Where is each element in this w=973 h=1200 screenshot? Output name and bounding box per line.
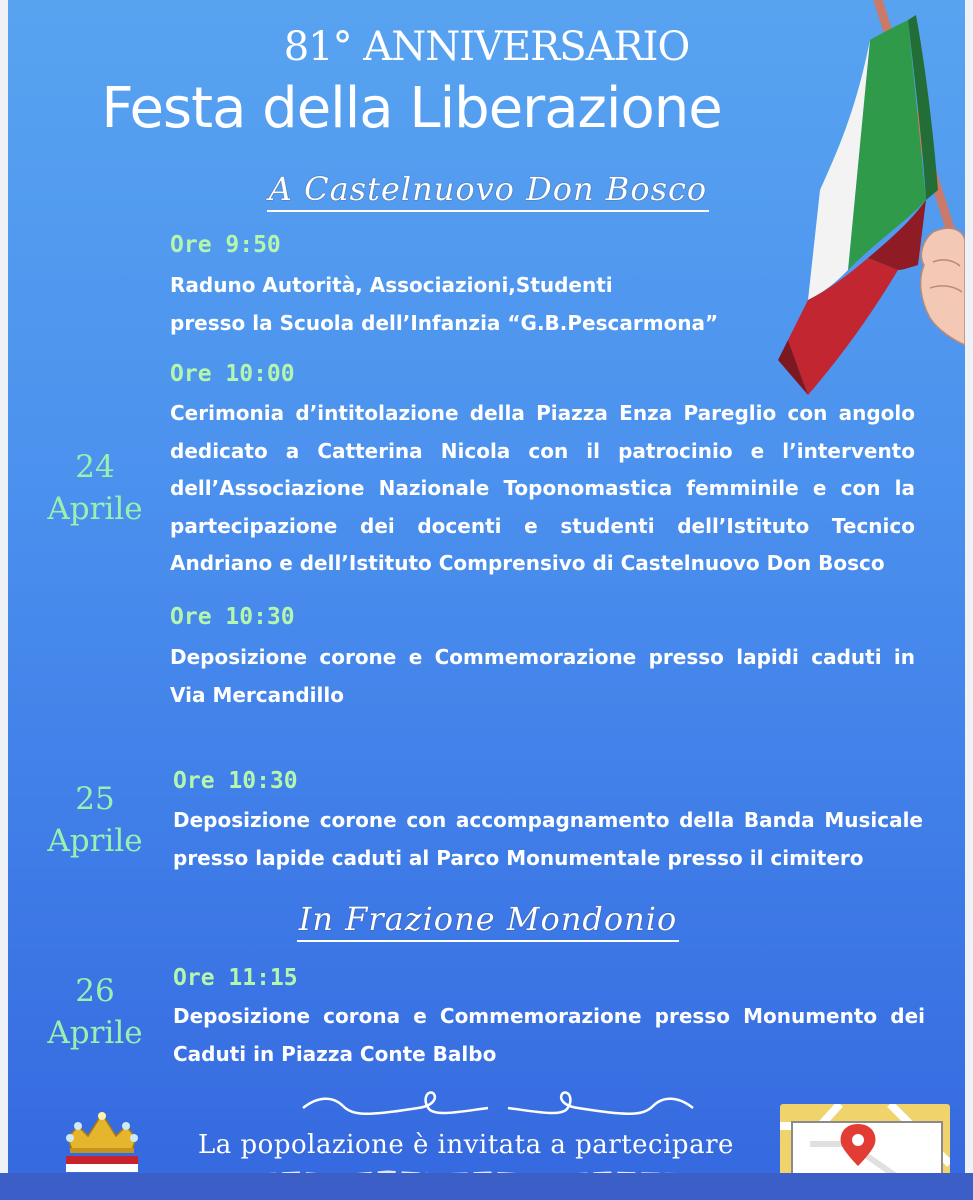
date-26-aprile bbox=[20, 970, 170, 1054]
section-heading-castelnuovo: A Castelnuovo Don Bosco bbox=[248, 170, 728, 208]
event-description: Deposizione corone e Commemorazione presso lapidi caduti in Via Mercandillo bbox=[170, 645, 915, 707]
event-description: Deposizione corona e Commemorazione presso Monumento dei Caduti in Piazza Conte Balbo bbox=[173, 1004, 925, 1066]
event-description: Cerimonia d’intitolazione della Piazza Enza Pareglio con angolo dedicato a Catterina Nicola con il patrocinio e l’intervento dell’Associazione Nazionale Toponomastica femminile e con la partecipazione dei docenti e studenti dell’Istituto Tecnico Andriano e dell’Istituto Comprensivo di Castelnuovo Don Bosco bbox=[170, 401, 915, 575]
event-time: Ore 10:00 bbox=[170, 361, 295, 387]
date-day: 25 bbox=[75, 781, 115, 817]
event-description: Raduno Autorità, Associazioni,Studenti presso la Scuola dell’Infanzia “G.B.Pescarmona” bbox=[170, 273, 719, 335]
date-day: 26 bbox=[75, 973, 115, 1009]
date-month: Aprile bbox=[47, 823, 143, 859]
date-month: Aprile bbox=[47, 1015, 143, 1051]
crown-crest-icon bbox=[60, 1108, 144, 1176]
event-time: Ore 10:30 bbox=[170, 604, 295, 630]
map-pin-icon bbox=[780, 1104, 950, 1179]
page-title: Festa della Liberazione bbox=[101, 76, 722, 141]
event-time: Ore 9:50 bbox=[170, 232, 281, 258]
event-time: Ore 11:15 bbox=[173, 965, 298, 991]
date-25-aprile bbox=[20, 778, 170, 862]
event-poster bbox=[8, 0, 965, 1200]
date-day: 24 bbox=[75, 449, 115, 485]
section-heading-mondonio: In Frazione Mondonio bbox=[278, 900, 698, 938]
date-24-aprile bbox=[20, 446, 170, 530]
event-time: Ore 10:30 bbox=[173, 768, 298, 794]
date-month: Aprile bbox=[47, 491, 143, 527]
anniversary-heading: 81° ANNIVERSARIO bbox=[283, 24, 690, 70]
event-description: Deposizione corone con accompagnamento della Banda Musicale presso lapide caduti al Parco Monumentale presso il cimitero bbox=[173, 808, 923, 870]
invitation-text: La popolazione è invitata a partecipare bbox=[198, 1130, 734, 1160]
flourish-divider-icon bbox=[298, 1088, 698, 1128]
bottom-band bbox=[0, 1173, 973, 1200]
